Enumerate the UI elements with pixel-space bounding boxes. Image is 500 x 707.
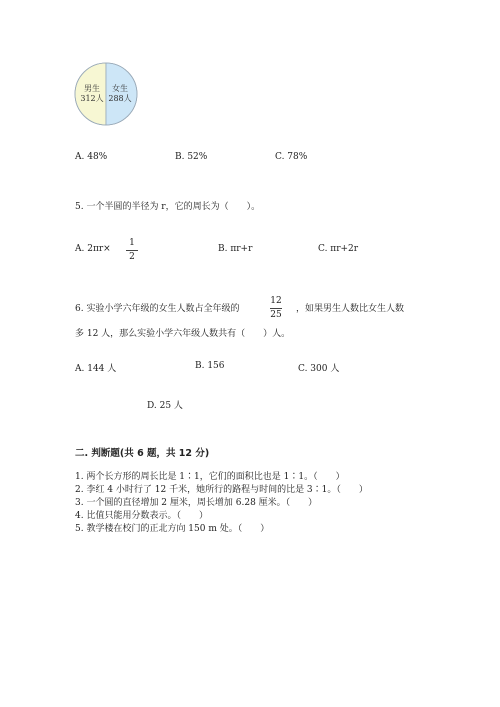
fraction-denominator: 2: [129, 252, 135, 262]
judgement-item-4: 4. 比值只能用分数表示。（ ）: [75, 511, 208, 521]
q6-question-text-end: ，如果男生人数比女生人数: [296, 304, 405, 314]
q5-option-a-fraction: [126, 238, 138, 263]
pie-value-girls: 288人: [108, 94, 132, 103]
pie-chart: [74, 62, 138, 126]
q6-option-c[interactable]: C. 300 人: [298, 364, 340, 374]
q5-option-a-prefix: A. 2πr×: [75, 244, 111, 254]
judgement-item-1: 1. 两个长方形的周长比是 1∶1，它们的面积比也是 1∶1。（ ）: [75, 472, 345, 482]
q6-fraction: [270, 296, 282, 321]
judgement-item-5: 5. 教学楼在校门的正北方向 150 m 处。（ ）: [75, 524, 270, 534]
q6-option-d[interactable]: D. 25 人: [147, 401, 183, 411]
fraction-numerator: 12: [270, 296, 282, 306]
pie-label-boys: 男生: [84, 84, 100, 93]
q5-option-c[interactable]: C. πr+2r: [318, 244, 359, 254]
q4-option-c[interactable]: C. 78%: [275, 152, 308, 162]
q6-option-b[interactable]: B. 156: [195, 361, 225, 371]
q6-option-a[interactable]: A. 144 人: [75, 364, 117, 374]
q6-question-text-start: 6. 实验小学六年级的女生人数占全年级的: [75, 304, 240, 314]
fraction-bar: [270, 308, 282, 309]
q4-option-b[interactable]: B. 52%: [175, 152, 208, 162]
section-heading: 二. 判断题(共 6 题，共 12 分): [75, 448, 210, 459]
q4-option-a[interactable]: A. 48%: [75, 152, 108, 162]
pie-label-girls: 女生: [112, 84, 128, 93]
fraction-bar: [126, 250, 138, 251]
fraction-numerator: 1: [129, 238, 135, 248]
q5-option-b[interactable]: B. πr+r: [218, 244, 253, 254]
fraction-denominator: 25: [270, 310, 282, 320]
q6-question-text-line2: 多 12 人，那么实验小学六年级人数共有（ ）人。: [75, 329, 291, 339]
judgement-item-3: 3. 一个圆的直径增加 2 厘米，周长增加 6.28 厘米。（ ）: [75, 498, 318, 508]
pie-value-boys: 312人: [80, 94, 104, 103]
q5-question-text: 5. 一个半圆的半径为 r，它的周长为（ ）。: [75, 202, 261, 212]
judgement-item-2: 2. 李红 4 小时行了 12 千米，她所行的路程与时间的比是 3∶1。（ ）: [75, 485, 368, 495]
q5-option-a[interactable]: [75, 244, 111, 254]
